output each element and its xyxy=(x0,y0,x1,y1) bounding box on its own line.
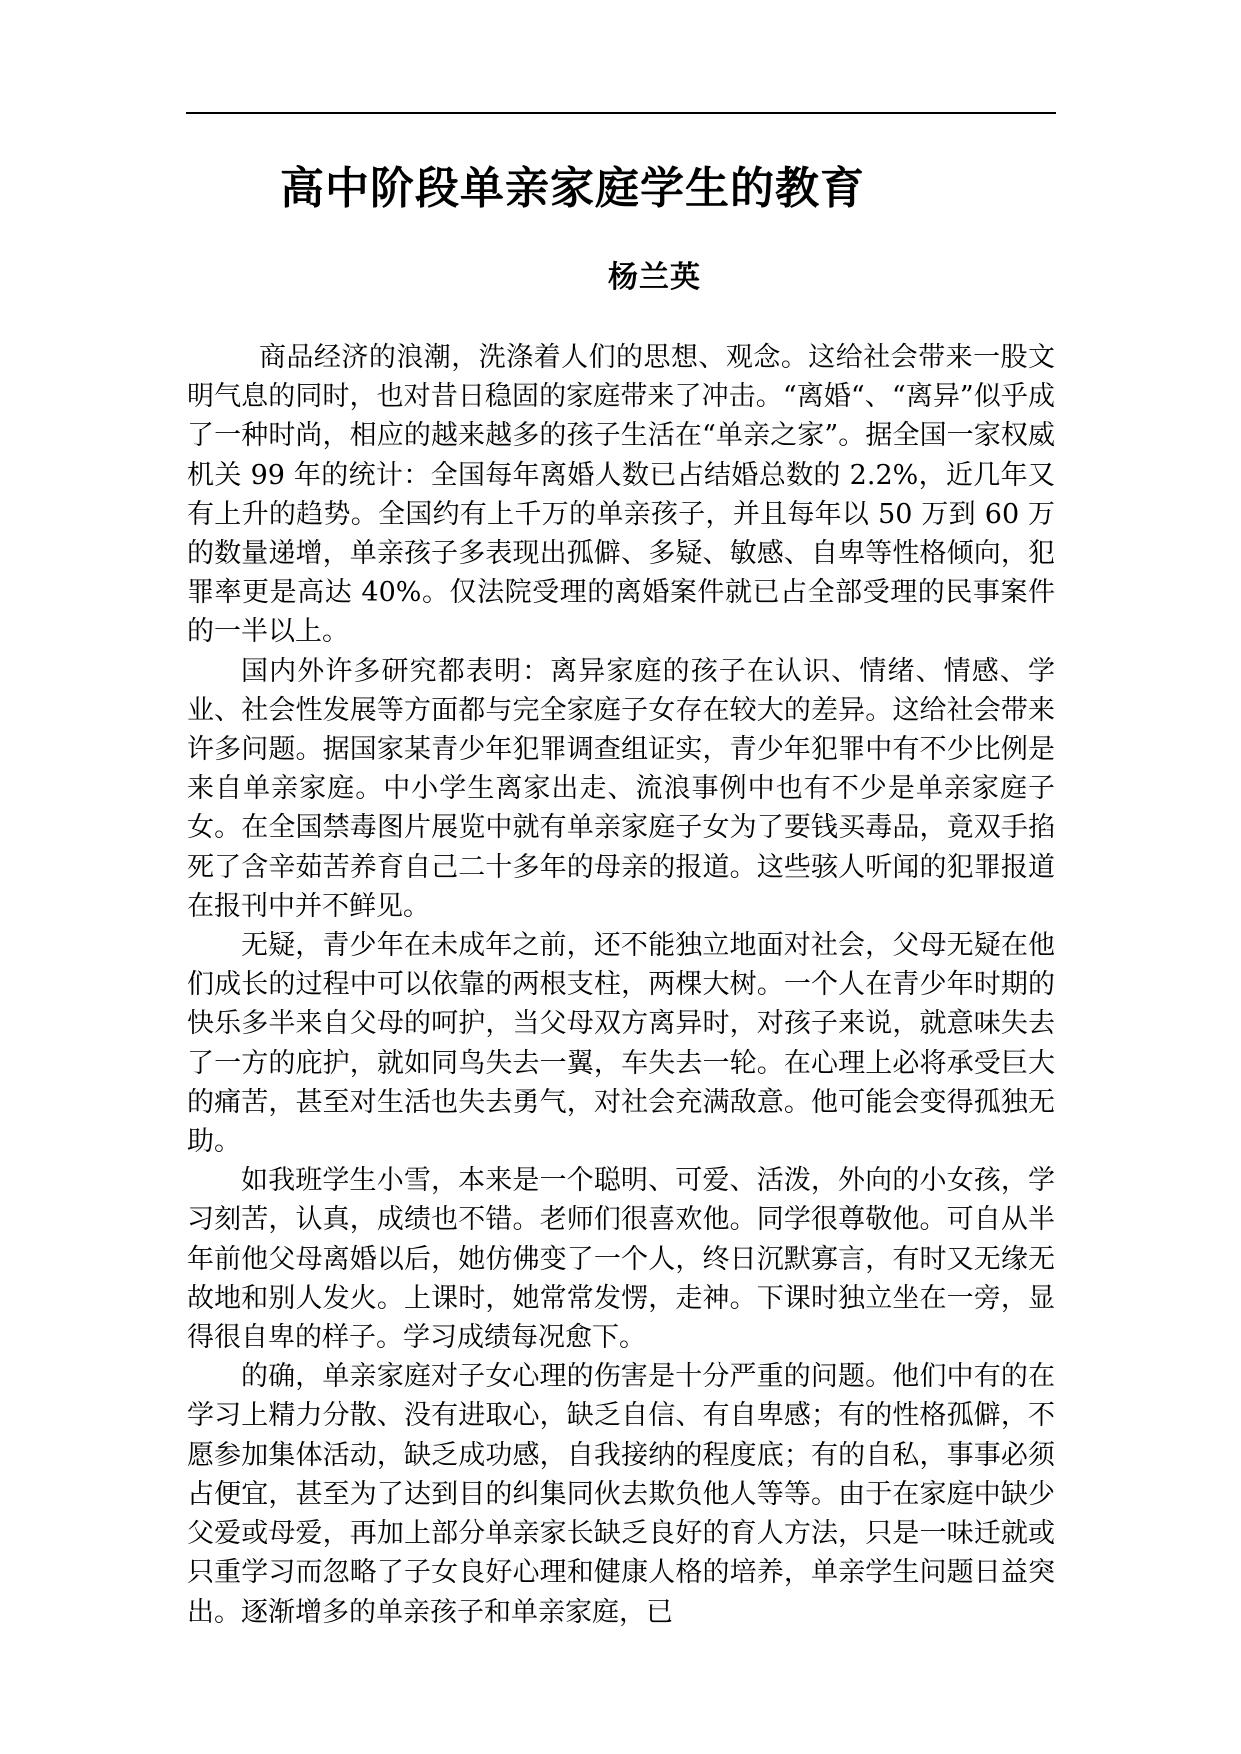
paragraph: 如我班学生小雪，本来是一个聪明、可爱、活泼，外向的小女孩，学习刻苦，认真，成绩也不错。老师们很喜欢他。同学很尊敬他。可自从半年前他父母离婚以后，她仿佛变了一个人，终日沉默寡言，有时又无缘无故地和别人发火。上课时，她常常发愣，走神。下课时独立坐在一旁，显得很自卑的样子。学习成绩每况愈下。 xyxy=(187,1165,1055,1354)
paragraph: 无疑，青少年在未成年之前，还不能独立地面对社会，父母无疑在他们成长的过程中可以依靠的两根支柱，两棵大树。一个人在青少年时期的快乐多半来自父母的呵护，当父母双方离异时，对孩子来说，就意味失去了一方的庇护，就如同鸟失去一翼，车失去一轮。在心理上必将承受巨大的痛苦，甚至对生活也失去勇气，对社会充满敌意。他可能会变得孤独无助。 xyxy=(187,930,1055,1158)
paragraph: 的确，单亲家庭对子女心理的伤害是十分严重的问题。他们中有的在学习上精力分散、没有进取心，缺乏自信、有自卑感；有的性格孤僻，不愿参加集体活动，缺乏成功感，自我接纳的程度底；有的自私，事事必须占便宜，甚至为了达到目的纠集同伙去欺负他人等等。由于在家庭中缺少父爱或母爱，再加上部分单亲家长缺乏良好的育人方法，只是一味迁就或只重学习而忽略了子女良好心理和健康人格的培养，单亲学生问题日益突出。逐渐增多的单亲孩子和单亲家庭，已 xyxy=(187,1361,1055,1628)
paragraph: 国内外许多研究都表明：离异家庭的孩子在认识、情绪、情感、学业、社会性发展等方面都与完全家庭子女存在较大的差异。这给社会带来许多问题。据国家某青少年犯罪调查组证实，青少年犯罪中有不少比例是来自单亲家庭。中小学生离家出走、流浪事例中也有不少是单亲家庭子女。在全国禁毒图片展览中就有单亲家庭子女为了要钱买毒品，竟双手掐死了含辛茹苦养育自己二十多年的母亲的报道。这些骇人听闻的犯罪报道在报刊中并不鲜见。 xyxy=(187,655,1055,922)
article-body xyxy=(187,338,1055,1632)
article-title: 高中阶段单亲家庭学生的教育 xyxy=(280,163,865,214)
author-name: 杨兰英 xyxy=(608,260,701,295)
header-rule xyxy=(186,112,1056,114)
paragraph: 商品经济的浪潮，洗涤着人们的思想、观念。这给社会带来一股文明气息的同时，也对昔日稳固的家庭带来了冲击。“离婚“、“离异”似乎成了一种时尚，相应的越来越多的孩子生活在“单亲之家”。据全国一家权威机关 99 年的统计：全国每年离婚人数已占结婚总数的 2.2%，近几年又有上升的趋势。全国约有上千万的单亲孩子，并且每年以 50 万到 60 万的数量递增，单亲孩子多表现出孤僻、多疑、敏感、自卑等性格倾向，犯罪率更是高达 40%。仅法院受理的离婚案件就已占全部受理的民事案件的一半以上。 xyxy=(187,342,1055,648)
